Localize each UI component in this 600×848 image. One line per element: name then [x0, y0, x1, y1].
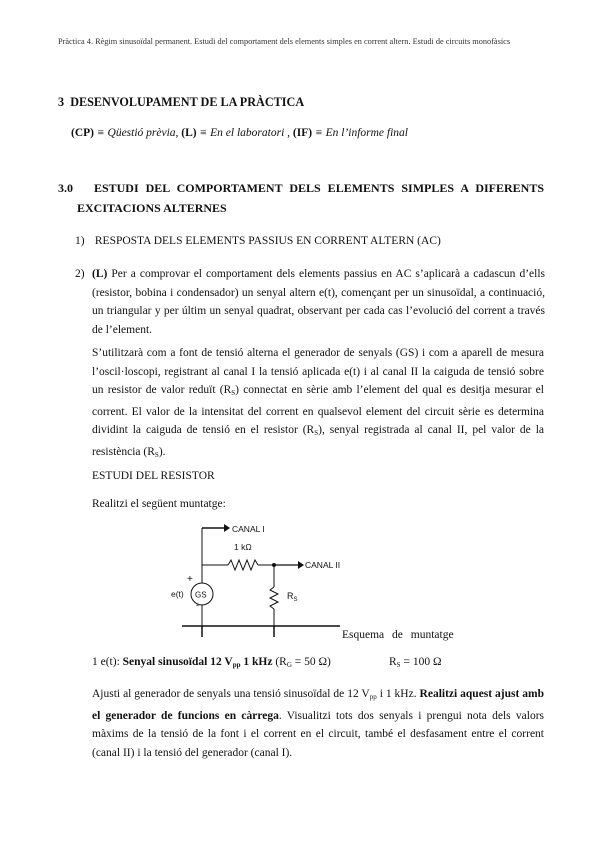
resistor-1k-symbol — [228, 560, 258, 570]
paragraph-text: ). — [158, 445, 166, 458]
source-label: e(t) — [171, 589, 184, 599]
body-paragraph — [92, 344, 544, 465]
subscript: pp — [369, 693, 377, 701]
paragraph-text: Ajusti al generador de senyals una tensió sinusoïdal de 12 V — [92, 688, 370, 700]
circuit-caption: Esquema de muntatge — [342, 629, 454, 641]
paragraph-text: ), senyal registrada al canal II, pel valor de la resistència (R — [92, 424, 544, 458]
plus-sign: + — [187, 574, 193, 585]
list-item-tag: (L) — [92, 268, 108, 280]
legend-l-code: (L) — [181, 127, 197, 139]
paragraph-bold: Realitzi aquest ajust amb el generador de funcions en càrrega — [92, 688, 545, 722]
subscript: S — [314, 429, 319, 438]
list-item — [75, 265, 545, 339]
rs-label: $R_S$ — [287, 591, 298, 603]
paragraph-text: ) connectat en sèrie amb l’element del qual es desitja mesurar el corrent. El valor de la intensitat del corrent en qualsevol element del circuit sèrie es determina dividint la caiguda de tensió en el resistor (R — [92, 384, 544, 437]
subsection-heading — [58, 181, 544, 196]
final-paragraph — [92, 685, 544, 762]
section-number: 3 — [58, 95, 65, 109]
minus-sign: - — [196, 600, 199, 610]
canal1-label: CANAL I — [232, 524, 265, 534]
paragraph-text: i 1 kHz. — [379, 688, 417, 700]
resistor-value-label: 1 kΩ — [234, 542, 252, 552]
legend-cp-text: ≡ Qüestió prèvia, — [96, 127, 179, 139]
paragraph-text: . Visualitzi tots dos senyals i prengui nota dels valors màxims de la tensió de la font i el corrent en el circuit, també el desfasament entre el corrent (canal II) i la tensió del generador (canal I). — [92, 709, 544, 759]
signal-spec-bold: Senyal sinusoïdal 12 $V_{pp}$ 1 kHz — [122, 656, 273, 669]
legend-l-text: ≡ En el laboratori , — [199, 127, 291, 139]
resistor-study-instruction: Realitzi el següent muntatge: — [92, 498, 226, 510]
signal-spec — [92, 656, 331, 669]
subscript: S — [154, 450, 159, 459]
canal2-label: CANAL II — [305, 560, 341, 570]
subsection-title-line1: ESTUDI DEL COMPORTAMENT DELS ELEMENTS SIMPLES A DIFERENTS — [93, 181, 545, 195]
resistor-study-title: ESTUDI DEL RESISTOR — [92, 470, 215, 482]
list-item — [75, 235, 441, 247]
subsection-title-line2: EXCITACIONS ALTERNES — [77, 201, 227, 215]
subsection-number: 3.0 — [58, 181, 73, 195]
list-item-text: RESPOSTA DELS ELEMENTS PASSIUS EN CORRENT ALTERN (AC) — [94, 235, 441, 247]
legend-if-text: ≡ En l’informe final — [314, 127, 408, 139]
rs-resistor-symbol — [270, 587, 278, 609]
canal2-arrowhead — [298, 561, 304, 569]
paragraph-text: S’utilitzarà com a font de tensió alterna el generador de senyals (GS) i com a aparell de mesura l’oscil·loscopi, registrant al canal I la tensió aplicada e(t) i al canal II la caiguda de tensió sobre un resistor de valor reduït (R — [92, 347, 544, 397]
subscript: S — [231, 389, 236, 398]
rs-spec: $R_S = 100$ Ω — [389, 656, 442, 669]
section-heading — [58, 95, 304, 110]
legend-if-code: (IF) — [292, 127, 313, 139]
circuit-diagram — [168, 519, 353, 644]
running-header: Pràctica 4. Règim sinusoïdal permanent. Estudi del comportament dels elements simples en corrent altern. Estudi de circuits monofàsics — [58, 37, 511, 46]
canal1-arrowhead — [224, 524, 230, 532]
legend-cp-code: (CP) — [71, 127, 94, 139]
signal-spec-prefix: 1 e(t): — [92, 656, 120, 668]
generator-text: GS — [195, 590, 207, 600]
legend-line — [71, 127, 408, 139]
rg-spec: ($R_G = 50$ Ω) — [275, 656, 331, 669]
list-item-number: 2) — [75, 268, 85, 280]
list-item-text: Per a comprovar el comportament dels elements passius en AC s’aplicarà a cadascun d’ells (resistor, bobina i condensador) un senyal altern e(t), començant per un sinusoïdal, a continuació, un triangular y per últim un senyal quadrat, observant per cada cas l’evolució del corrent a través de l’element. — [92, 268, 545, 336]
list-item-number: 1) — [75, 235, 85, 247]
section-title: DESENVOLUPAMENT DE LA PRÀCTICA — [70, 95, 305, 109]
